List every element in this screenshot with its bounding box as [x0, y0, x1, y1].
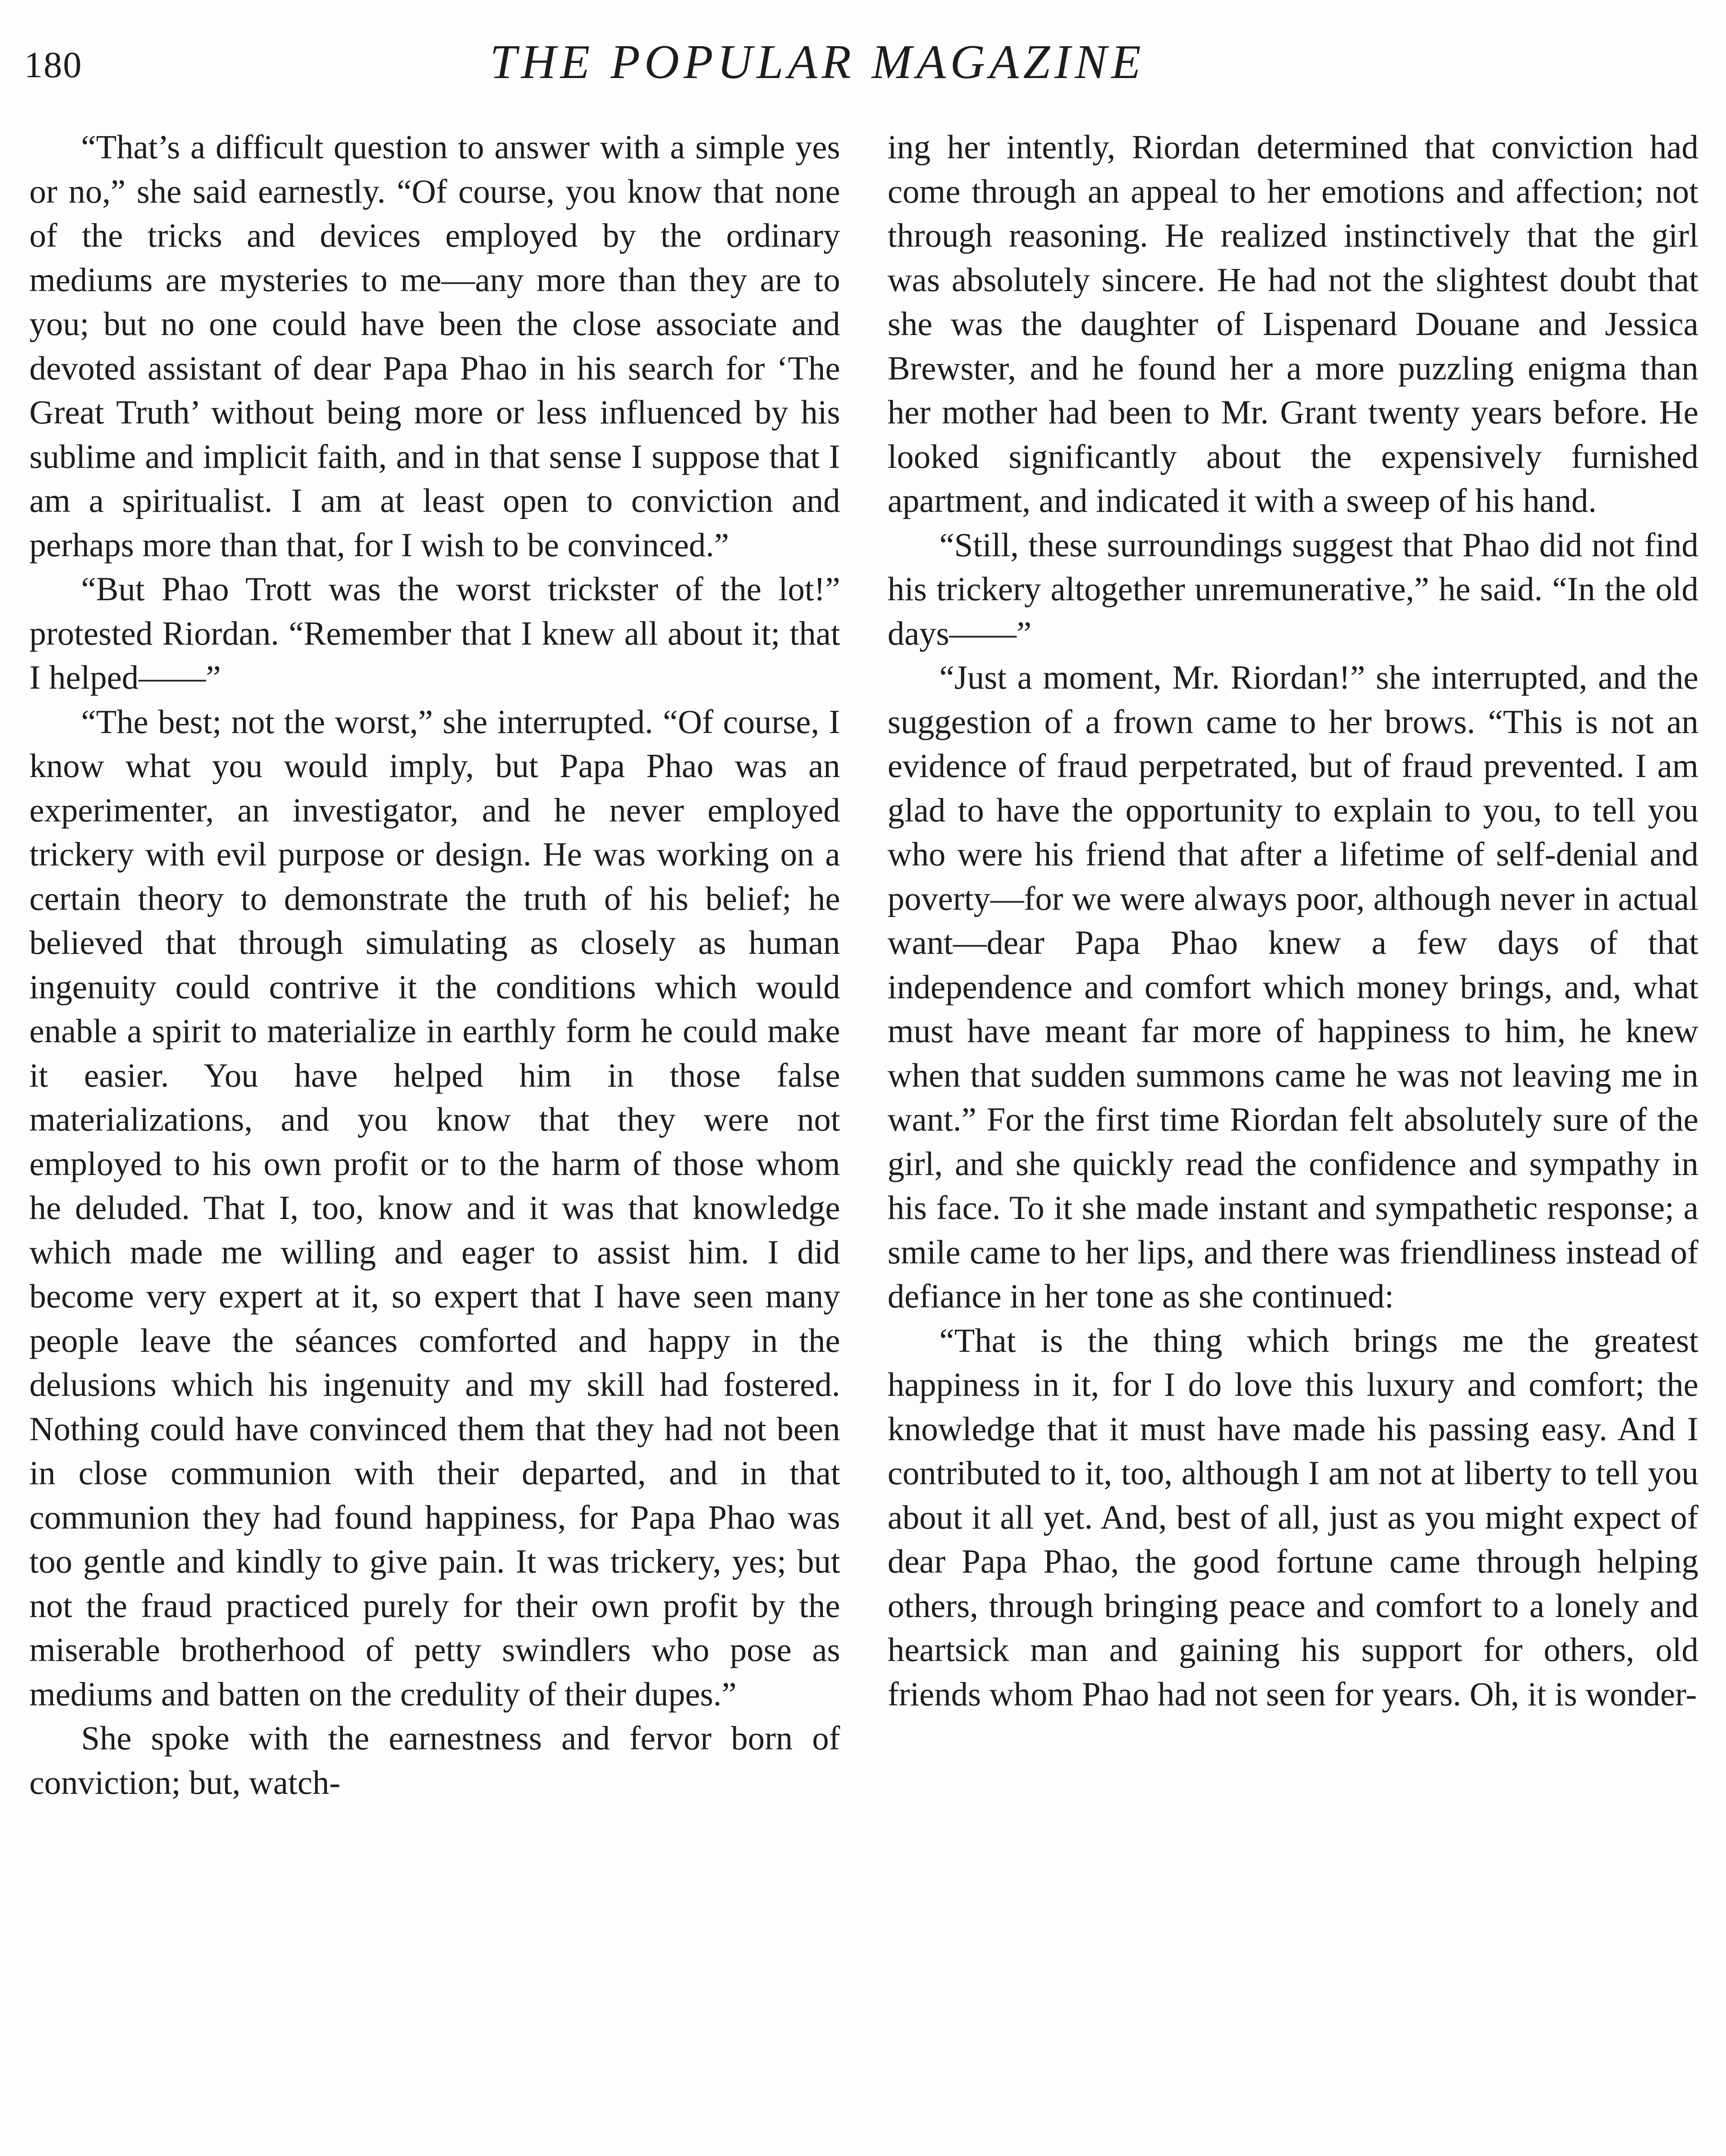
- page-header: [24, 26, 1702, 99]
- paragraph: She spoke with the earnestness and fervor born of conviction; but, watch-: [29, 1719, 840, 1801]
- paragraph: “Just a moment, Mr. Riordan!” she interrupted, and the suggestion of a frown came to her brows. “This is not an evidence of fraud perpetrated, but of fraud prevented. I am glad to have the opportunity to explain to you, to tell you who were his friend that after a lifetime of self-denial and poverty—for we were always poor, although never in actual want—dear Papa Phao knew a few days of that independence and comfort which money brings, and, what must have meant far more of happiness to him, he knew when that sudden summons came he was not leaving me in want.” For the first time Riordan felt absolutely sure of the girl, and she quickly read the confidence and sympathy in his face. To it she made instant and sympathetic response; a smile came to her lips, and there was friendliness instead of defiance in her tone as she continued:: [888, 658, 1698, 1315]
- page-number: 180: [24, 44, 82, 85]
- paragraph: “That’s a difficult question to answer with a simple yes or no,” she said earnestly. “Of course, you know that none of the tricks and devices employed by the ordinary mediums are mysteries to me—any more than they are to you; but no one could have been the close associate and devoted assistant of dear Papa Phao in his search for ‘The Great Truth’ without being more or less influenced by his sublime and implicit faith, and in that sense I suppose that I am a spiritualist. I am at least open to conviction and perhaps more than that, for I wish to be convinced.”: [29, 128, 840, 564]
- paragraph: “That is the thing which brings me the greatest happiness in it, for I do love this luxury and comfort; the knowledge that it must have made his passing easy. And I contributed to it, too, although I am not at liberty to tell you about it all yet. And, best of all, just as you might expect of dear Papa Phao, the good fortune came through helping others, through bringing peace and comfort to a lonely and heartsick man and gaining his support for others, old friends whom Phao had not seen for years. Oh, it is wonder-: [888, 1321, 1698, 1713]
- paragraph: “But Phao Trott was the worst trickster of the lot!” protested Riordan. “Remember that I knew all about it; that I helped——”: [29, 570, 840, 696]
- left-column: [29, 125, 840, 2156]
- paragraph: ing her intently, Riordan determined that conviction had come through an appeal to her emotions and affection; not through reasoning. He realized instinctively that the girl was absolutely sincere. He had not the slightest doubt that she was the daughter of Lispenard Douane and Jessica Brewster, and he found her a more puzzling enigma than her mother had been to Mr. Grant twenty years before. He looked significantly about the expensively furnished apartment, and indicated it with a sweep of his hand.: [888, 128, 1698, 519]
- paragraph: “The best; not the worst,” she interrupted. “Of course, I know what you would imply, but Papa Phao was an experimenter, an investigator, and he never employed trickery with evil purpose or design. He was working on a certain theory to demonstrate the truth of his belief; he believed that through simulating as closely as human ingenuity could contrive it the conditions which would enable a spirit to materialize in earthly form he could make it easier. You have helped him in those false materializations, and you know that they were not employed to his own profit or to the harm of those whom he deluded. That I, too, know and it was that knowledge which made me willing and eager to assist him. I did become very expert at it, so expert that I have seen many people leave the séances comforted and happy in the delusions which his ingenuity and my skill had fostered. Nothing could have convinced them that they had not been in close communion with their departed, and in that communion they had found happiness, for Papa Phao was too gentle and kindly to give pain. It was trickery, yes; but not the fraud practiced purely for their own profit by the miserable brotherhood of petty swindlers who pose as mediums and batten on the credulity of their dupes.”: [29, 702, 840, 1713]
- paragraph: “Still, these surroundings suggest that Phao did not find his trickery altogether unremunerative,” he said. “In the old days——”: [888, 526, 1698, 652]
- right-column: [888, 125, 1698, 2156]
- running-head: THE POPULAR MAGAZINE: [490, 35, 1145, 89]
